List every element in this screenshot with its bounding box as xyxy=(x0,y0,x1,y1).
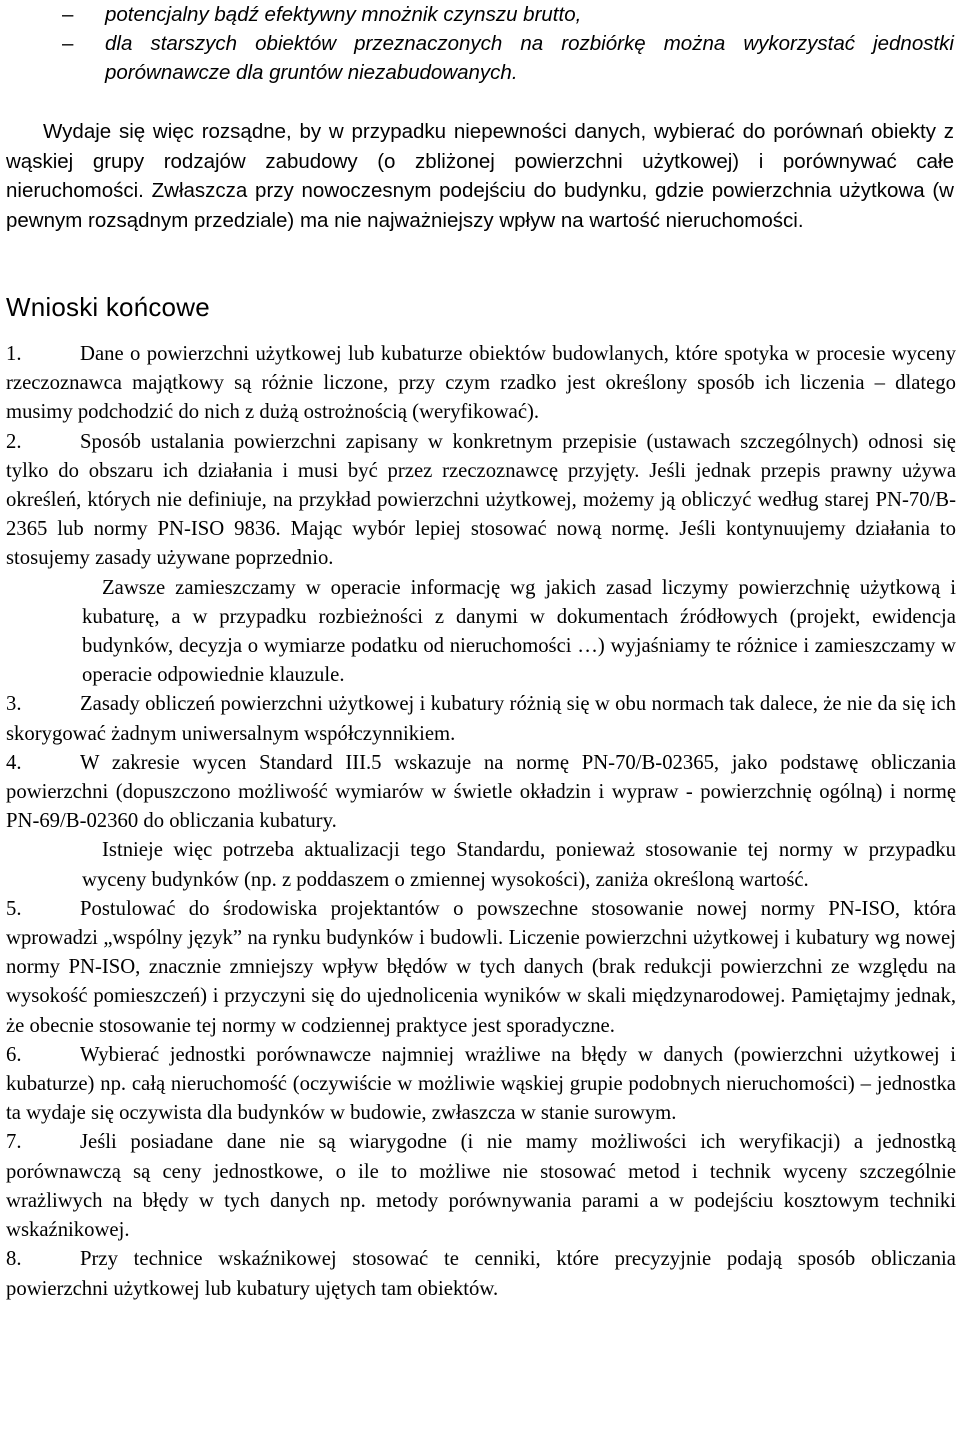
section-heading: Wnioski końcowe xyxy=(6,292,210,322)
item-number: 5. xyxy=(6,897,22,920)
item-note: Zawsze zamieszczamy w operacie informację wg jakich zasad liczymy powierzchnię użytkową i kubaturę, a w przypadku rozbieżności z danymi w dokumentach źródłowych (projekt, ewidencja budynków, decyzja o wymiarze podatku od nieruchomości …) wyjaśniamy te różnice i zamieszczamy w operacie odpowiednie klauzule. xyxy=(82,576,956,687)
item-number: 1. xyxy=(6,343,22,365)
dash-marker: – xyxy=(62,32,74,55)
bullet-list xyxy=(0,0,960,87)
conclusions-list xyxy=(6,340,956,1304)
item-text: Zasady obliczeń powierzchni użytkowej i kubatury różnią się w obu normach tak dalece, że nie da się ich skorygować żadnym uniwersalnym współczynnikiem. xyxy=(6,693,956,745)
item-text: Wybierać jednostki porównawcze najmniej wrażliwe na błędy w danych (powierzchni użytkowej i kubaturze) np. całą nieruchomość (oczywiście w możliwie wąskiej grupie podobnych nieruchomości) – jednostka ta wydaje się oczywista dla budynków w budowie, zwłaszcza w stanie surowym. xyxy=(6,1043,956,1125)
item-text: W zakresie wycen Standard III.5 wskazuje na normę PN-70/B-02365, jako podstawę obliczania powierzchni (dopuszczono możliwość wymiarów w świetle okładzin i wypraw - powierzchnię ogólną) i normę PN-69/B-02360 do obliczania kubatury. xyxy=(6,751,956,833)
item-number: 8. xyxy=(6,1248,22,1271)
bullet-text: dla starszych obiektów przeznaczonych na rozbiórkę można wykorzystać jednostki porównawcze dla gruntów niezabudowanych. xyxy=(105,32,954,84)
item-number: 2. xyxy=(6,430,22,453)
item-number: 4. xyxy=(6,751,22,774)
conclusion-item xyxy=(6,895,956,1041)
conclusion-item xyxy=(6,1041,956,1129)
conclusion-item xyxy=(6,690,956,748)
item-note: Istnieje więc potrzeba aktualizacji tego Standardu, ponieważ stosowanie tej normy w przypadku wyceny budynków (np. z poddaszem o zmiennej wysokości), zaniża określoną wartość. xyxy=(82,839,956,891)
item-number: 3. xyxy=(6,693,22,716)
item-text: Dane o powierzchni użytkowej lub kubaturze obiektów budowlanych, które spotyka w procesie wyceny rzeczoznawca majątkowy są różnie liczone, przy czym rzadko jest określony sposób ich liczenia – dlatego musimy podchodzić do nich z dużą ostrożnością (weryfikować). xyxy=(6,343,956,424)
item-text: Jeśli posiadane dane nie są wiarygodne (i nie mamy możliwości ich weryfikacji) a jednostką porównawczą są ceny jednostkowe, o ile to możliwe nie stosować metod i technik wyceny szczególnie wrażliwych na błędy w tych danych np. metody porównywania parami a w podejściu kosztowym techniki wskaźnikowej. xyxy=(6,1131,956,1242)
conclusion-item xyxy=(6,340,956,428)
bullet-item xyxy=(0,0,960,29)
dash-marker: – xyxy=(62,3,74,26)
conclusion-item xyxy=(6,1128,956,1245)
bullet-item xyxy=(0,29,960,87)
item-number: 7. xyxy=(6,1131,22,1154)
bullet-text: potencjalny bądź efektywny mnożnik czynszu brutto, xyxy=(105,3,582,26)
conclusion-item xyxy=(6,749,956,837)
conclusion-item xyxy=(6,1245,956,1303)
item-text: Postulować do środowiska projektantów o powszechne stosowanie nowej normy PN-ISO, która wprowadzi „wspólny język” na rynku budynków i budowli. Liczenie powierzchni użytkowej i kubatury wg nowej normy PN-ISO, znacznie zmniejszy wpływ błędów w tych danych (brak redukcji powierzchni ze względu na wysokość pomieszczeń) i przyczyni się do ujednolicenia wyników w skali międzynarodowej. Pamiętajmy jednak, że obecnie stosowanie tej normy w codziennej praktyce jest sporadyczne. xyxy=(6,897,956,1037)
item-number: 6. xyxy=(6,1043,22,1066)
conclusion-item xyxy=(6,428,956,574)
item-text: Przy technice wskaźnikowej stosować te cenniki, które precyzyjnie podają sposób obliczania powierzchni użytkowej lub kubatury ujętych tam obiektów. xyxy=(6,1248,956,1300)
item-text: Sposób ustalania powierzchni zapisany w konkretnym przepisie (ustawach szczególnych) odnosi się tylko do obszaru ich działania i musi być przez rzeczoznawcę przyjęty. Jeśli jednak przepis prawny używa określeń, których nie definiuje, na przykład powierzchni użytkowej, możemy ją obliczyć według starej PN-70/B-2365 lub normy PN-ISO 9836. Mając wybór lepiej stosować nową normę. Jeśli kontynuujemy działania to stosujemy zasady używane poprzednio. xyxy=(6,430,956,570)
intro-paragraph: Wydaje się więc rozsądne, by w przypadku niepewności danych, wybierać do porównań obiekty z wąskiej grupy rodzajów zabudowy (o zbliżonej powierzchni użytkowej) i porównywać całe nieruchomości. Zwłaszcza przy nowoczesnym podejściu do budynku, gdzie powierzchnia użytkowa (w pewnym rozsądnym przedziale) ma nie najważniejszy wpływ na wartość nieruchomości. xyxy=(6,120,954,232)
